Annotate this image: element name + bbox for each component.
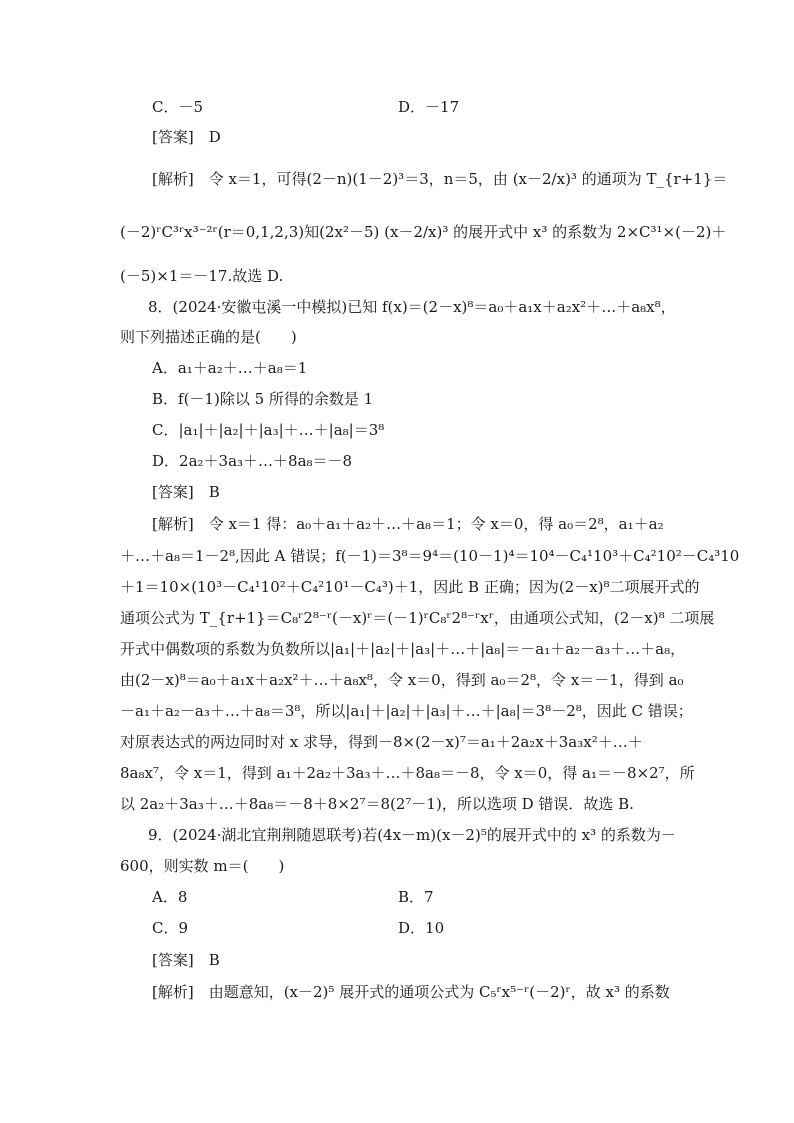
analysis-line: 通项公式为 T_{r+1}＝C₈ʳ2⁸⁻ʳ(－x)ʳ＝(－1)ʳC₈ʳ2⁸⁻ʳxʳ，由通项公式知，(2－x)⁸ 二项展 — [120, 609, 715, 627]
option-d: D．2a₂＋3a₃＋…＋8a₈＝－8 — [152, 452, 353, 470]
analysis-line: ＋1＝10×(10³－C₄¹10²＋C₄²10¹－C₄³)＋1，因此 B 正确；因为(2－x)⁸二项展开式的 — [120, 578, 700, 596]
option-c: C．|a₁|＋|a₂|＋|a₃|＋…＋|a₈|＝3⁸ — [152, 421, 385, 439]
question-9-line: 600，则实数 m＝( ) — [120, 857, 285, 875]
question-8-line: 则下列描述正确的是( ) — [120, 328, 297, 346]
answer-line: [答案] B — [152, 483, 220, 501]
answer-line: [答案] B — [152, 951, 220, 969]
option-c: C．－5 — [152, 98, 204, 116]
analysis-line: 8a₈x⁷，令 x＝1，得到 a₁＋2a₂＋3a₃＋…＋8a₈＝－8，令 x＝0，得 a₁＝－8×2⁷，所 — [120, 764, 695, 782]
analysis-line: [解析] 令 x＝1 得：a₀＋a₁＋a₂＋…＋a₈＝1；令 x＝0，得 a₀＝2⁸，a₁＋a₂ — [152, 515, 664, 533]
analysis-line: [解析] 令 x＝1，可得(2－n)(1－2)³＝3，n＝5，由 (x－2/x)³ 的通项为 T_{r+1}＝ — [152, 170, 728, 188]
analysis-line: －a₁＋a₂－a₃＋…＋a₈＝3⁸，所以|a₁|＋|a₂|＋|a₃|＋…＋|a₈|＝3⁸－2⁸，因此 C 错误； — [120, 702, 693, 720]
option-d: D．－17 — [398, 98, 460, 116]
option-c: C．9 — [152, 919, 189, 937]
analysis-line: ＋…＋a₈＝1－2⁸,因此 A 错误；f(－1)＝3⁸＝9⁴＝(10－1)⁴＝10⁴－C₄¹10³＋C₄²10²－C₄³10 — [120, 547, 740, 565]
option-a: A．a₁＋a₂＋…＋a₈＝1 — [152, 359, 308, 377]
analysis-line: 以 2a₂＋3a₃＋…＋8a₈＝－8＋8×2⁷＝8(2⁷－1)，所以选项 D 错误．故选 B. — [120, 795, 634, 813]
analysis-line: 由(2－x)⁸＝a₀＋a₁x＋a₂x²＋…＋a₈x⁸，令 x＝0，得到 a₀＝2⁸，令 x＝－1，得到 a₀ — [120, 671, 684, 689]
question-9: 9．(2024·湖北宜荆荆随恩联考)若(4x－m)(x－2)⁵的展开式中的 x³ 的系数为－ — [148, 826, 676, 844]
option-b: B．7 — [398, 888, 434, 906]
analysis-line: (－2)ʳC³ʳx³⁻²ʳ(r＝0,1,2,3)知(2x²－5) (x－2/x)³ 的展开式中 x³ 的系数为 2×C³¹×(－2)＋ — [120, 223, 727, 241]
analysis-line: (－5)×1＝－17.故选 D. — [120, 267, 284, 285]
option-d: D．10 — [398, 919, 445, 937]
option-a: A．8 — [152, 888, 188, 906]
analysis-line: [解析] 由题意知，(x－2)⁵ 展开式的通项公式为 C₅ʳx⁵⁻ʳ(－2)ʳ，故 x³ 的系数 — [152, 983, 670, 1001]
question-8: 8．(2024·安徽屯溪一中模拟)已知 f(x)＝(2－x)⁸＝a₀＋a₁x＋a₂x²＋…＋a₈x⁸， — [148, 298, 676, 316]
analysis-line: 开式中偶数项的系数为负数所以|a₁|＋|a₂|＋|a₃|＋…＋|a₈|＝－a₁＋a₂－a₃＋…＋a₈， — [120, 640, 686, 658]
option-b: B．f(－1)除以 5 所得的余数是 1 — [152, 390, 374, 408]
analysis-line: 对原表达式的两边同时对 x 求导，得到－8×(2－x)⁷＝a₁＋2a₂x＋3a₃x²＋…＋ — [120, 733, 643, 751]
answer-line: [答案] D — [152, 128, 221, 146]
